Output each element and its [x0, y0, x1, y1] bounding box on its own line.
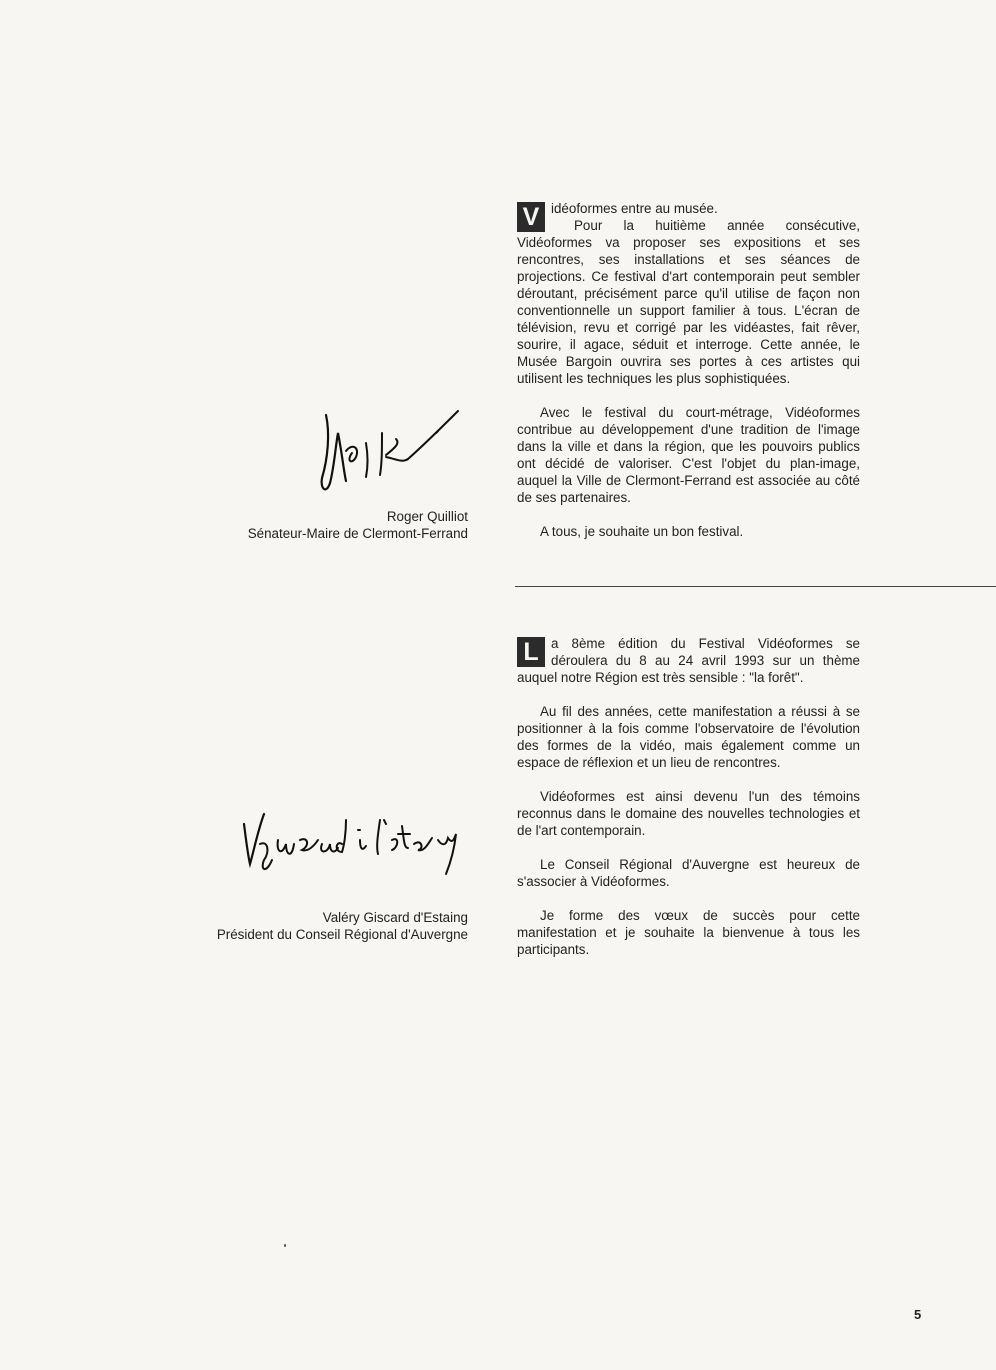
letter-quilliot — [517, 200, 860, 557]
signature-quilliot — [316, 403, 466, 498]
dropcap-l: L — [517, 637, 545, 667]
opening-line: idéoformes entre au musée. — [551, 201, 718, 216]
section-divider — [515, 586, 996, 587]
paper-speck — [284, 1244, 286, 1247]
paragraph-3: Vidéoformes est ainsi devenu l'un des témoins reconnus dans le domaine des nouvelles technologies et de l'art contemporain. — [517, 789, 860, 838]
signatory-block-giscard — [168, 909, 468, 943]
signatory-name: Roger Quilliot — [386, 509, 468, 524]
dropcap-v: V — [517, 202, 545, 232]
signatory-block-quilliot — [168, 508, 468, 542]
signatory-title: Président du Conseil Régional d'Auvergne — [216, 927, 468, 942]
paragraph-4: Le Conseil Régional d'Auvergne est heureux de s'associer à Vidéoformes. — [517, 857, 860, 889]
paragraph-3: A tous, je souhaite un bon festival. — [540, 524, 744, 539]
paragraph-5: Je forme des vœux de succès pour cette manifestation et je souhaite la bienvenue à tous les participants. — [517, 908, 860, 957]
signature-giscard — [238, 800, 460, 880]
paragraph-2: Avec le festival du court-métrage, Vidéoformes contribue au développement d'une tradition de l'image dans la ville et dans la région, que les pouvoirs publics ont décidé de valoriser. C'est l'objet du plan-image, auquel la Ville de Clermont-Ferrand est associée au côté de ses partenaires. — [517, 405, 860, 505]
paragraph-opening — [517, 200, 860, 387]
paragraph-opening — [517, 635, 860, 686]
signatory-name: Valéry Giscard d'Estaing — [322, 910, 468, 925]
paragraph-2: Au fil des années, cette manifestation a réussi à se positionner à la fois comme l'observatoire de l'évolution des formes de la vidéo, mais également comme un espace de réflexion et un lieu de rencontres. — [517, 704, 860, 770]
page-number: 5 — [914, 1307, 922, 1322]
letter-giscard — [517, 635, 860, 975]
signatory-title: Sénateur-Maire de Clermont-Ferrand — [247, 526, 468, 541]
paragraph-1: Pour la huitième année consécutive, Vidéoformes va proposer ses expositions et ses rencontres, ses installations et ses séances de projections. Ce festival d'art contemporain peut sembler déroutant, précisément parce qu'il utilise de façon non conventionnelle un support familier à tous. L'écran de télévision, revu et corrigé par les vidéastes, fait rêver, sourire, il agace, séduit et interroge. Cette année, le Musée Bargoin ouvrira ses portes à ces artistes qui utilisent les techniques les plus sophistiquées. — [517, 218, 860, 386]
paragraph-1: a 8ème édition du Festival Vidéoformes se déroulera du 8 au 24 avril 1993 sur un thème auquel notre Région est très sensible : "la forêt". — [517, 636, 860, 685]
